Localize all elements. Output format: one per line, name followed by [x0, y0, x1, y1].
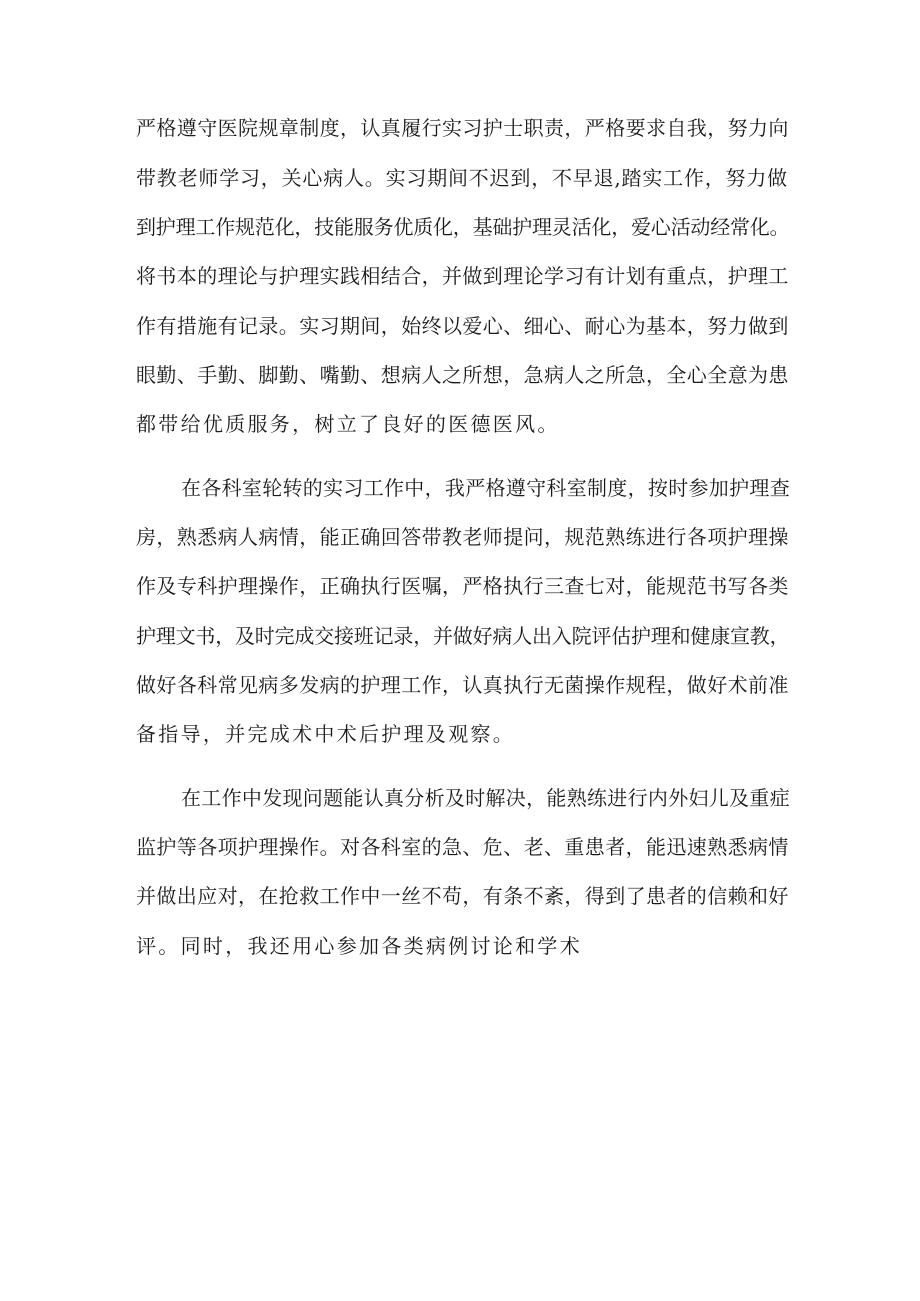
- paragraph-3-line-1: 在工作中发现问题能认真分析及时解决，能熟练进行内外妇儿及重症: [181, 786, 790, 810]
- paragraph-3-line-4: 评。同时，我还用心参加各类病例讨论和学术: [136, 934, 582, 958]
- paragraph-2-line-6: 备指导，并完成术中术后护理及观察。: [136, 722, 516, 746]
- paragraph-2-line-4: 护理文书，及时完成交接班记录，并做好病人出入院评估护理和健康宣教，: [136, 624, 790, 648]
- paragraph-2-line-2: 房，熟悉病人病情，能正确回答带教老师提问，规范熟练进行各项护理操: [136, 525, 789, 549]
- paragraph-2-line-3: 作及专科护理操作，正确执行医嘱，严格执行三查七对，能规范书写各类: [136, 574, 789, 598]
- paragraph-3-line-3: 并做出应对，在抢救工作中一丝不苟，有条不紊，得到了患者的信赖和好: [136, 884, 789, 908]
- paragraph-1-line-4: 将书本的理论与护理实践相结合，并做到理论学习有计划有重点，护理工: [136, 264, 789, 288]
- paragraph-2-line-5: 做好各科常见病多发病的护理工作，认真执行无菌操作规程，做好术前准: [136, 673, 789, 697]
- paragraph-1-line-5: 作有措施有记录。实习期间，始终以爱心、细心、耐心为基本，努力做到: [136, 314, 789, 338]
- paragraph-1-line-6: 眼勤、手勤、脚勤、嘴勤、想病人之所想，急病人之所急，全心全意为患: [136, 363, 789, 387]
- paragraph-2-line-1: 在各科室轮转的实习工作中，我严格遵守科室制度，按时参加护理查: [181, 476, 790, 500]
- paragraph-1-line-7: 都带给优质服务，树立了良好的医德医风。: [136, 412, 560, 436]
- paragraph-1-line-1: 严格遵守医院规章制度，认真履行实习护士职责，严格要求自我，努力向: [136, 116, 789, 140]
- paragraph-3-line-2: 监护等各项护理操作。对各科室的急、危、老、重患者，能迅速熟悉病情: [136, 835, 789, 859]
- paragraph-1-line-2: 带教老师学习，关心病人。实习期间不迟到，不早退,踏实工作，努力做: [136, 166, 788, 190]
- paragraph-1-line-3: 到护理工作规范化，技能服务优质化，基础护理灵活化，爱心活动经常化。: [136, 215, 790, 239]
